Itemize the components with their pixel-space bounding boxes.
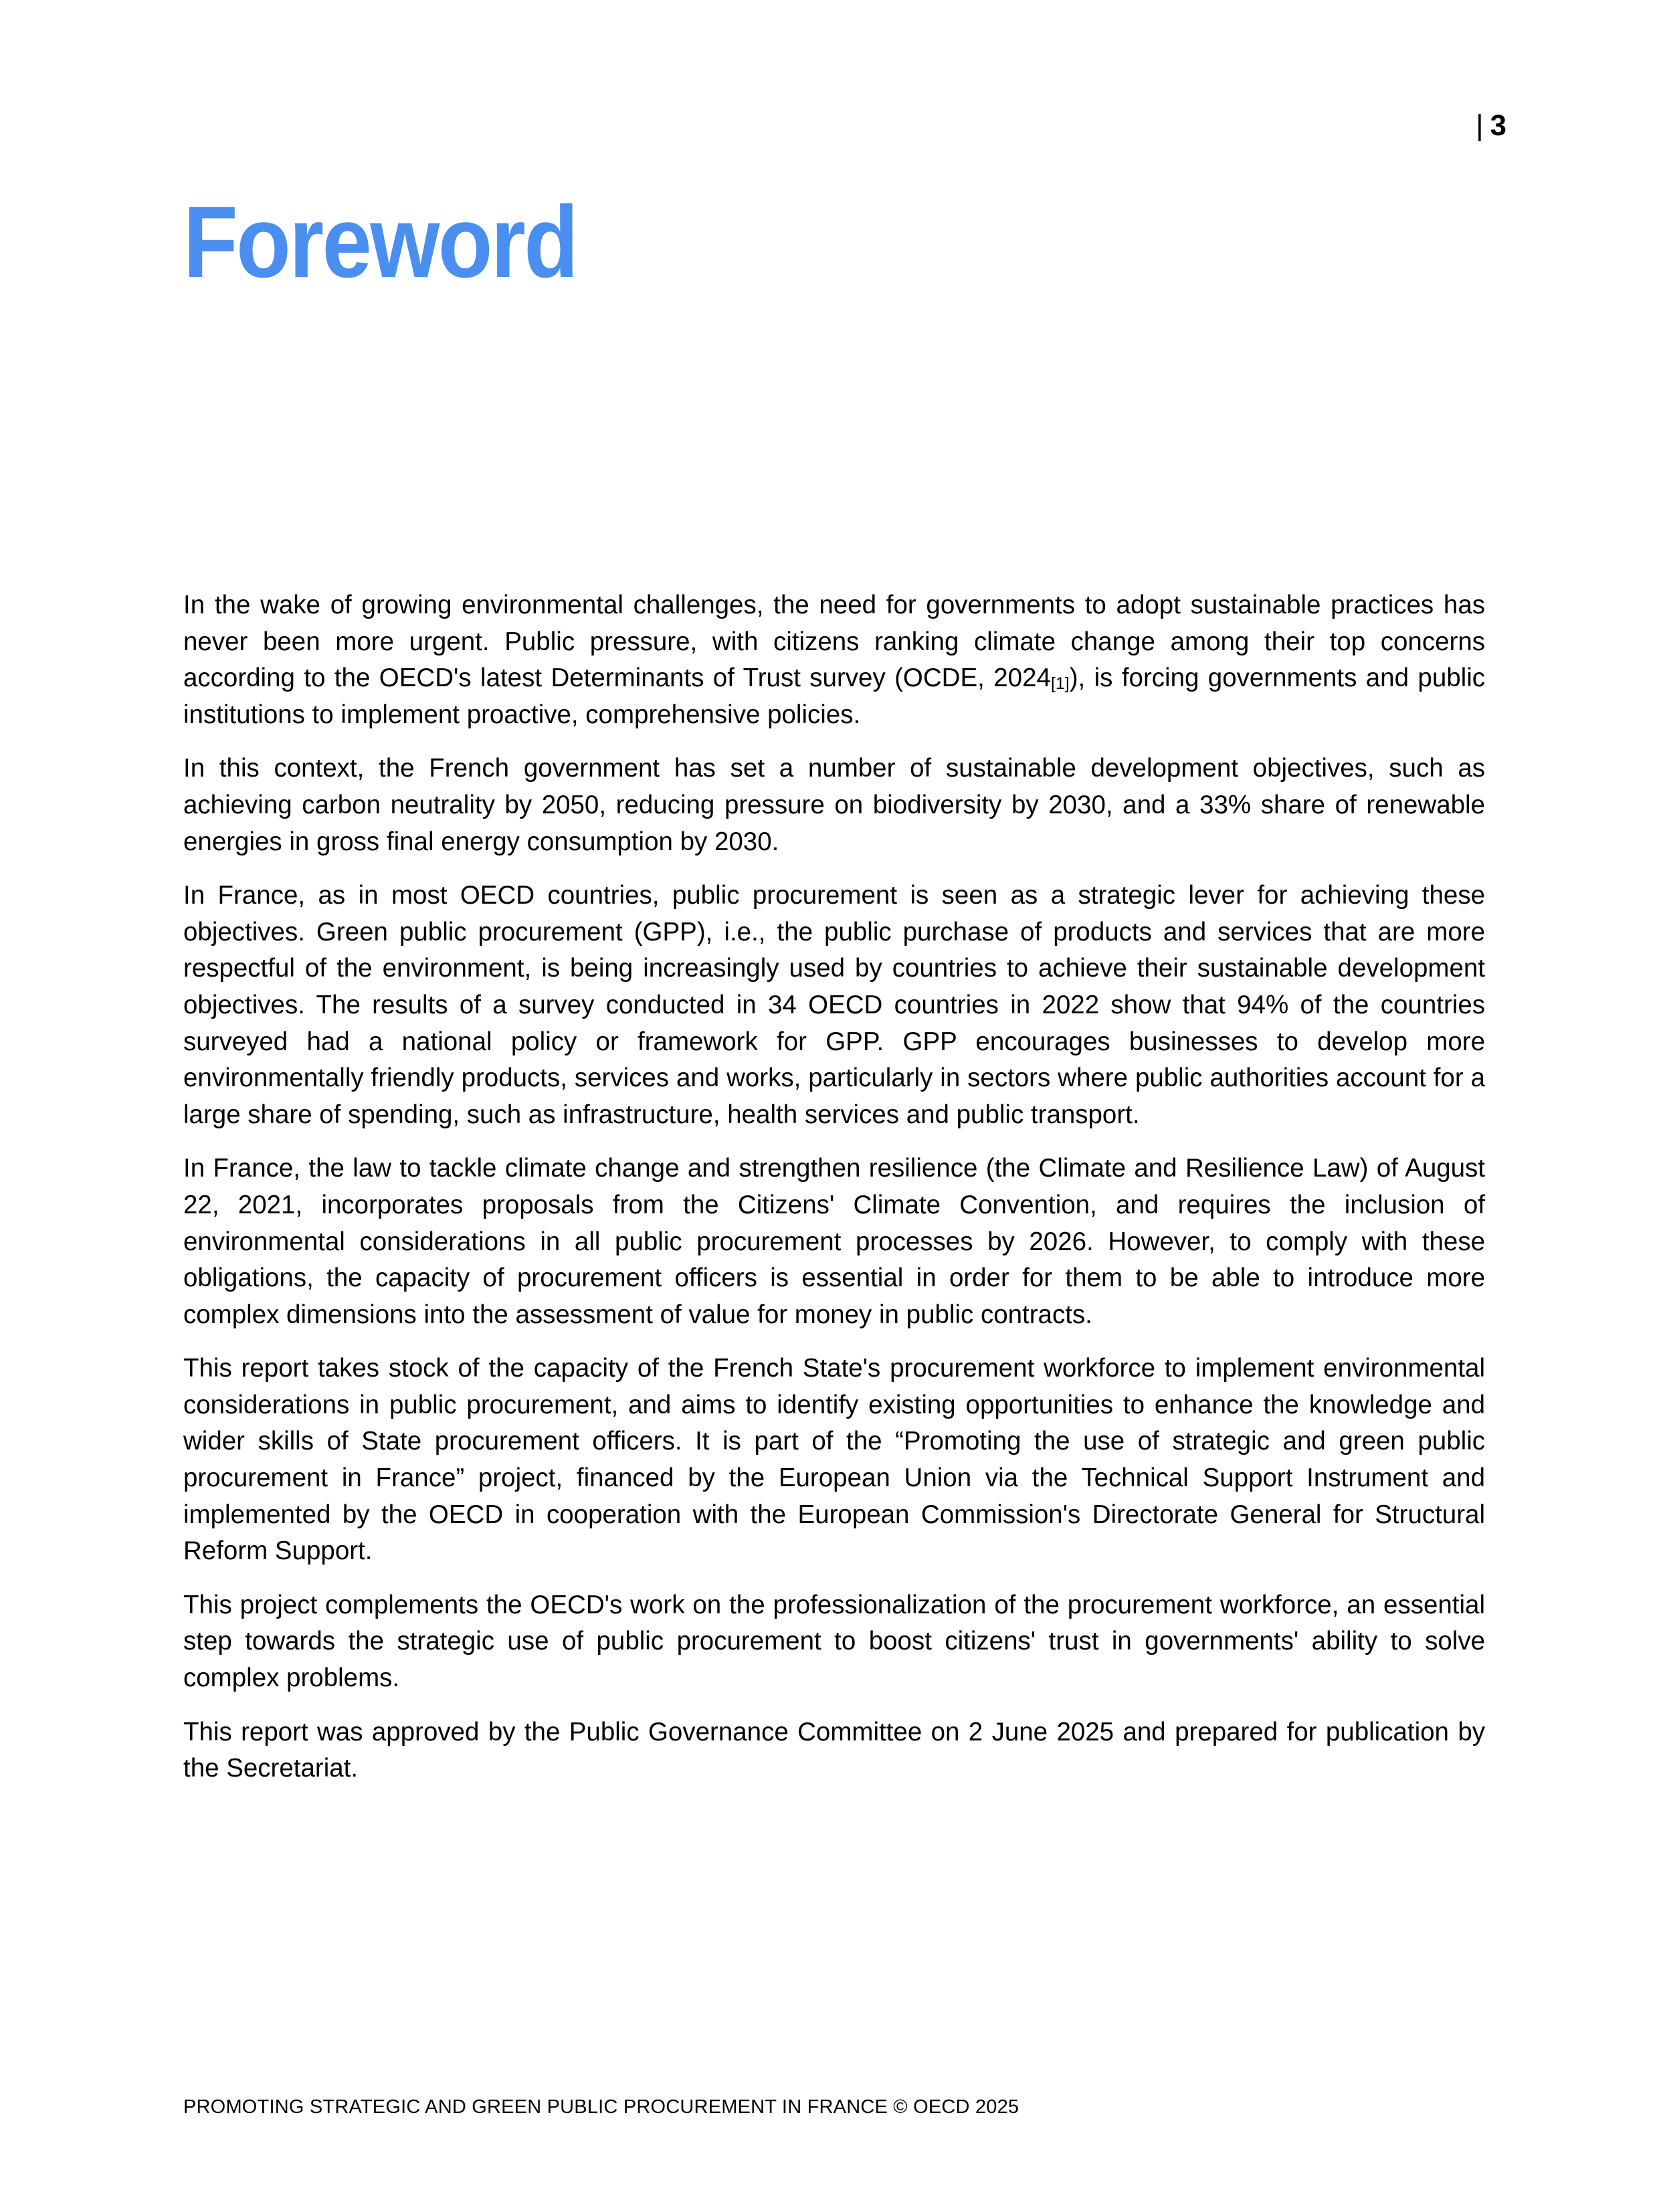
page-number bbox=[1476, 111, 1506, 140]
paragraph-7: This report was approved by the Public Governance Committee on 2 June 2025 and prepared for publication by the Secretariat. bbox=[183, 1717, 1485, 1783]
paragraph-2: In this context, the French government has set a number of sustainable development objectives, such as achieving carbon neutrality by 2050, reducing pressure on biodiversity by 2030, and a 33% share of renewable energies in gross final energy consumption by 2030. bbox=[183, 754, 1485, 856]
paragraph-1-text-a: In the wake of growing environmental challenges, the need for governments to adopt sustainable practices has never been more urgent. Public pressure, with citizens ranking climate change among their top concerns according to the OECD's latest Determinants of Trust survey (OCDE, 2024 bbox=[183, 591, 1485, 693]
paragraph-1-text-b: ), is forcing governments and public institutions to implement proactive, comprehensive policies. bbox=[183, 664, 1485, 729]
paragraph-5: This report takes stock of the capacity of the French State's procurement workforce to implement environmental considerations in public procurement, and aims to identify existing opportunities to enhance the knowledge and wider skills of State procurement officers. It is part of the “Promoting the use of strategic and green public procurement in France” project, financed by the European Union via the Technical Support Instrument and implemented by the OECD in cooperation with the European Commission's Directorate General for Structural Reform Support. bbox=[183, 1354, 1485, 1566]
page-number-value: 3 bbox=[1490, 109, 1506, 142]
citation-reference[interactable]: [1] bbox=[1050, 674, 1070, 694]
page-number-separator: | bbox=[1476, 109, 1484, 142]
chapter-title: Foreword bbox=[183, 185, 577, 299]
foreword-body bbox=[183, 587, 1485, 1805]
paragraph-1 bbox=[183, 587, 1485, 733]
page-footer: PROMOTING STRATEGIC AND GREEN PUBLIC PROCUREMENT IN FRANCE © OECD 2025 bbox=[183, 2096, 1019, 2118]
paragraph-4: In France, the law to tackle climate change and strengthen resilience (the Climate and Resilience Law) of August 22, 2021, incorporates proposals from the Citizens' Climate Convention, and requires the inclusion of environmental considerations in all public procurement processes by 2026. However, to comply with these obligations, the capacity of procurement officers is essential in order for them to be able to introduce more complex dimensions into the assessment of value for money in public contracts. bbox=[183, 1154, 1485, 1329]
paragraph-3: In France, as in most OECD countries, public procurement is seen as a strategic lever for achieving these objectives. Green public procurement (GPP), i.e., the public purchase of products and services that are more respectful of the environment, is being increasingly used by countries to achieve their sustainable development objectives. The results of a survey conducted in 34 OECD countries in 2022 show that 94% of the countries surveyed had a national policy or framework for GPP. GPP encourages businesses to develop more environmentally friendly products, services and works, particularly in sectors where public authorities account for a large share of spending, such as infrastructure, health services and public transport. bbox=[183, 881, 1485, 1129]
paragraph-6: This project complements the OECD's work on the professionalization of the procurement workforce, an essential step towards the strategic use of public procurement to boost citizens' trust in governments' ability to solve complex problems. bbox=[183, 1590, 1485, 1693]
